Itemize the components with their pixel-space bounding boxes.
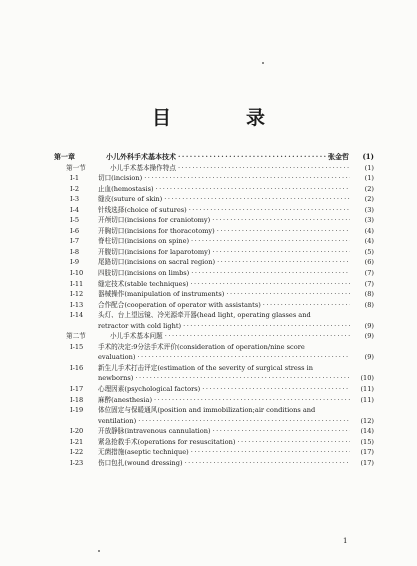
- leader-dots: [191, 268, 350, 279]
- toc-entry: [54, 236, 374, 247]
- toc-entry: [54, 184, 374, 195]
- leader-dots: [263, 300, 350, 311]
- entry-page: (1): [364, 163, 374, 172]
- entry-number: Ⅰ-15: [70, 342, 84, 351]
- entry-page: (3): [364, 205, 374, 214]
- entry-number: Ⅰ-17: [70, 385, 84, 394]
- leader-dots: [185, 458, 350, 469]
- entry-number: Ⅰ-16: [70, 363, 84, 372]
- toc-entry: [54, 395, 374, 406]
- toc-entry: [54, 331, 374, 342]
- entry-number: Ⅰ-1: [70, 174, 80, 183]
- entry-page: (8): [364, 300, 374, 309]
- leader-dots: [226, 289, 350, 300]
- table-of-contents: [54, 152, 374, 468]
- entry-page: (14): [360, 427, 374, 436]
- entry-title: 开胸切口(incisions for thoracotomy): [98, 226, 215, 235]
- entry-number: Ⅰ-14: [70, 311, 84, 320]
- entry-page: (1): [364, 174, 374, 183]
- entry-title: 针线选择(choice of sutures): [98, 205, 187, 214]
- leader-dots: [212, 247, 350, 258]
- entry-title: 心理因素(psychological factors): [98, 385, 201, 394]
- entry-number: Ⅰ-19: [70, 406, 84, 415]
- leader-dots: [165, 331, 350, 342]
- entry-page: (7): [364, 279, 374, 288]
- entry-page: (12): [360, 416, 374, 425]
- leader-dots: [135, 373, 350, 384]
- leader-dots: [191, 447, 350, 458]
- entry-page: (9): [364, 332, 374, 341]
- toc-entry: [54, 300, 374, 311]
- leader-dots: [156, 184, 350, 195]
- entry-title: 麻醉(anesthesia): [98, 395, 153, 404]
- entry-title: ventilation): [98, 416, 137, 425]
- entry-page: (17): [360, 458, 374, 467]
- entry-page: (10): [360, 374, 374, 383]
- entry-title: retractor with cold light): [98, 321, 182, 330]
- entry-page: (11): [360, 395, 374, 404]
- entry-title: 伤口包扎(wound dressing): [98, 458, 183, 467]
- entry-title: 紧急抢救手术(operations for resuscitation): [98, 437, 236, 446]
- entry-number: Ⅰ-20: [70, 427, 84, 436]
- leader-dots: [178, 163, 350, 174]
- entry-title: 缝定技术(stable techniques): [98, 279, 189, 288]
- entry-page: (6): [364, 258, 374, 267]
- entry-number: Ⅰ-5: [70, 216, 80, 225]
- entry-page: (4): [364, 226, 374, 235]
- entry-number: Ⅰ-10: [70, 269, 84, 278]
- toc-entry: [54, 257, 374, 268]
- leader-dots: [178, 152, 326, 163]
- entry-title: 体位固定与保暖通风(position and immobilization;air conditions and: [98, 406, 316, 415]
- entry-page: (9): [364, 321, 374, 330]
- entry-title: 新生儿手术打击评定(estimation of the severity of surgical stress in: [98, 363, 314, 372]
- entry-title: 缝皮(suture of skin): [98, 195, 163, 204]
- entry-number: Ⅰ-21: [70, 437, 84, 446]
- entry-page: (15): [360, 437, 374, 446]
- entry-page: (2): [364, 195, 374, 204]
- leader-dots: [237, 437, 350, 448]
- leader-dots: [191, 236, 350, 247]
- entry-number: Ⅰ-7: [70, 237, 80, 246]
- toc-entry: [54, 194, 374, 205]
- leader-dots: [190, 279, 350, 290]
- toc-entry: [54, 226, 374, 237]
- entry-title: 器械操作(manipulation of instruments): [98, 290, 225, 299]
- leader-dots: [137, 352, 350, 363]
- entry-title: 小儿手术基本问题: [110, 332, 163, 341]
- scan-speck: [262, 62, 264, 64]
- leader-dots: [154, 395, 350, 406]
- toc-entry: [54, 205, 374, 216]
- toc-entry: [54, 279, 374, 290]
- toc-entry: [54, 310, 374, 321]
- entry-title: 合作配合(cooperation of operator with assistants): [98, 300, 261, 309]
- toc-entry: [54, 289, 374, 300]
- entry-page: (2): [364, 184, 374, 193]
- entry-number: Ⅰ-9: [70, 258, 80, 267]
- leader-dots: [138, 416, 350, 427]
- entry-page: (5): [364, 247, 374, 256]
- entry-number: Ⅰ-23: [70, 458, 84, 467]
- entry-number: Ⅰ-3: [70, 195, 80, 204]
- entry-number: Ⅰ-18: [70, 395, 84, 404]
- toc-entry: [54, 384, 374, 395]
- page-title: 目 录: [151, 107, 293, 129]
- entry-page: (1): [362, 152, 374, 161]
- toc-entry: [54, 458, 374, 469]
- entry-page: (17): [360, 448, 374, 457]
- entry-page: (9): [364, 353, 374, 362]
- leader-dots: [213, 426, 350, 437]
- toc-entry: [54, 437, 374, 448]
- toc-entry: [54, 416, 374, 427]
- entry-page: (8): [364, 290, 374, 299]
- entry-title: 小儿外科手术基本技术: [106, 152, 176, 161]
- page-number: 1: [343, 537, 348, 545]
- entry-number: Ⅰ-22: [70, 448, 84, 457]
- toc-entry: [54, 373, 374, 384]
- toc-entry: [54, 405, 374, 416]
- entry-title: 小儿手术基本操作特点: [110, 163, 176, 172]
- entry-page: (7): [364, 269, 374, 278]
- entry-title: 无菌措施(aseptic technique): [98, 448, 189, 457]
- entry-number: Ⅰ-4: [70, 205, 80, 214]
- entry-title: 开颅切口(incisions for craniotomy): [98, 216, 211, 225]
- entry-number: Ⅰ-12: [70, 290, 84, 299]
- entry-title: 头灯、台上望远镜、冷光源牵开器(head light, operating glasses and: [98, 311, 311, 320]
- entry-title: 手术的决定:9分法手术评价(consideration of operation/nine score: [98, 342, 305, 351]
- entry-number: Ⅰ-2: [70, 184, 80, 193]
- leader-dots: [202, 384, 350, 395]
- leader-dots: [189, 205, 350, 216]
- leader-dots: [217, 257, 350, 268]
- entry-page: (3): [364, 216, 374, 225]
- toc-entry: [54, 247, 374, 258]
- toc-entry: [54, 268, 374, 279]
- entry-title: evaluation): [98, 353, 136, 362]
- toc-entry: [54, 363, 374, 374]
- toc-entry: [54, 321, 374, 332]
- toc-entry: [54, 152, 374, 163]
- toc-entry: [54, 447, 374, 458]
- toc-entry: [54, 173, 374, 184]
- entry-number: 第一节: [66, 163, 86, 172]
- entry-page: (11): [360, 385, 374, 394]
- entry-number: Ⅰ-6: [70, 226, 80, 235]
- entry-number: Ⅰ-11: [70, 279, 84, 288]
- leader-dots: [144, 173, 350, 184]
- entry-author: 张金哲: [328, 152, 349, 161]
- entry-title: 开腹切口(incisions for laparotomy): [98, 247, 211, 256]
- entry-number: Ⅰ-8: [70, 247, 80, 256]
- entry-number: Ⅰ-13: [70, 300, 84, 309]
- entry-title: 开放静脉(intravenous cannulation): [98, 427, 211, 436]
- toc-entry: [54, 352, 374, 363]
- entry-number: 第一章: [54, 152, 75, 161]
- entry-title: 脊柱切口(incisions on spine): [98, 237, 190, 246]
- leader-dots: [217, 226, 350, 237]
- toc-entry: [54, 215, 374, 226]
- leader-dots: [164, 194, 350, 205]
- entry-title: 切口(incision): [98, 174, 143, 183]
- leader-dots: [183, 321, 350, 332]
- leader-dots: [212, 215, 350, 226]
- entry-page: (4): [364, 237, 374, 246]
- toc-entry: [54, 426, 374, 437]
- toc-entry: [54, 342, 374, 353]
- entry-number: 第二节: [66, 332, 86, 341]
- entry-title: 止血(hemostasis): [98, 184, 154, 193]
- entry-title: newborns): [98, 374, 134, 383]
- toc-entry: [54, 163, 374, 174]
- scan-speck: [98, 550, 100, 552]
- entry-title: 尾路切口(incisions on sacral region): [98, 258, 216, 267]
- entry-title: 四肢切口(incisions on limbs): [98, 269, 190, 278]
